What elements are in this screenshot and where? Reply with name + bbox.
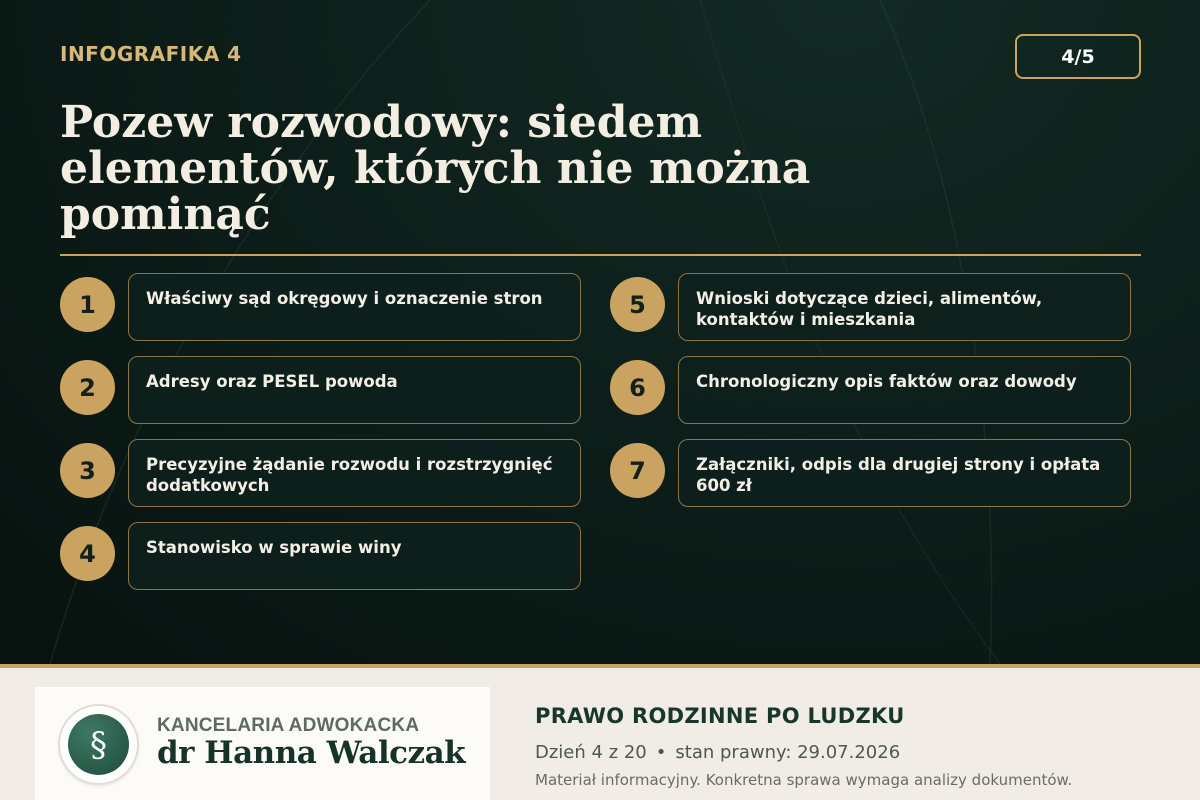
item-card: Wnioski dotyczące dzieci, alimentów, kontaktów i mieszkania (678, 273, 1131, 341)
item-card: Precyzyjne żądanie rozwodu i rozstrzygnięć dodatkowych (128, 439, 581, 507)
list-item (60, 273, 582, 341)
item-card: Stanowisko w sprawie winy (128, 522, 581, 590)
list-item (60, 522, 582, 590)
disclaimer-text: Materiał informacyjny. Konkretna sprawa wymaga analizy dokumentów. (535, 771, 1073, 789)
list-item (610, 356, 1132, 424)
firm-name: dr Hanna Walczak (157, 735, 466, 771)
item-number-badge: 6 (610, 360, 665, 415)
page-title: Pozew rozwodowy: siedem elementów, których nie można pominąć (60, 97, 811, 240)
item-card: Właściwy sąd okręgowy i oznaczenie stron (128, 273, 581, 341)
list-item (610, 273, 1132, 341)
item-card: Załączniki, odpis dla drugiej strony i opłata 600 zł (678, 439, 1131, 507)
item-card: Chronologiczny opis faktów oraz dowody (678, 356, 1131, 424)
section-sign-logo (60, 706, 137, 783)
item-number-badge: 4 (60, 526, 115, 581)
list-item (60, 356, 582, 424)
firm-type-label: KANCELARIA ADWOKACKA (157, 715, 420, 736)
footer (0, 664, 1200, 800)
bullet-separator: • (655, 742, 667, 763)
section-sign-icon: § (68, 714, 129, 775)
item-card: Adresy oraz PESEL powoda (128, 356, 581, 424)
day-counter: Dzień 4 z 20 (535, 742, 647, 763)
item-number-badge: 3 (60, 443, 115, 498)
infographic-kicker: INFOGRAFIKA 4 (60, 42, 242, 66)
item-number-badge: 1 (60, 277, 115, 332)
item-number-badge: 5 (610, 277, 665, 332)
item-number-badge: 7 (610, 443, 665, 498)
page-indicator-badge: 4/5 (1015, 34, 1141, 79)
series-meta (535, 742, 900, 763)
item-number-badge: 2 (60, 360, 115, 415)
list-item (60, 439, 582, 507)
list-item (610, 439, 1132, 507)
title-divider (60, 254, 1141, 256)
firm-logo-panel (35, 687, 490, 800)
series-title: PRAWO RODZINNE PO LUDZKU (535, 704, 905, 728)
legal-state-date: stan prawny: 29.07.2026 (675, 742, 901, 763)
